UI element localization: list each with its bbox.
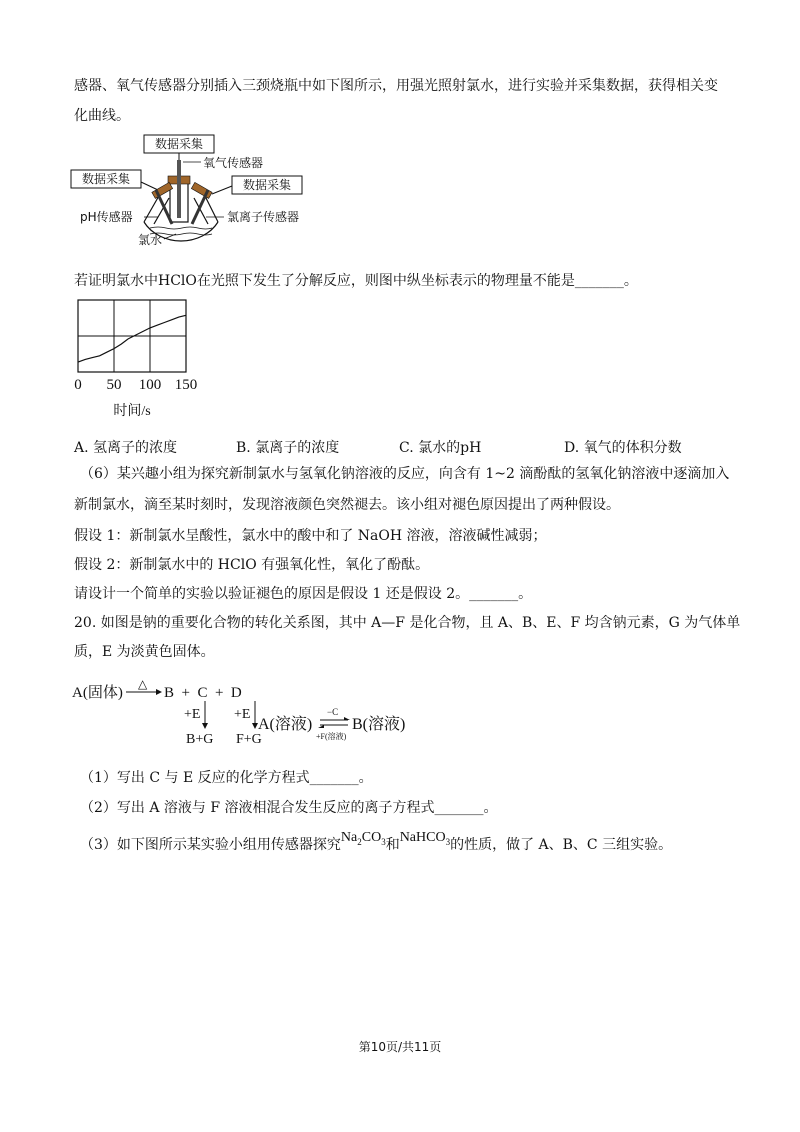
question-20-line: 20. 如图是钠的重要化合物的转化关系图，其中 A—F 是化合物，且 A、B、E、F 均含钠元素，G 为气体单 [74,615,741,631]
formula-na2co3: $Na_2CO_3$ [340,830,386,847]
x-tick-label: 100 [138,377,162,393]
question-6-line: （6）某兴趣小组为探究新制氯水与氢氧化钠溶液的反应，向含有 1~2 滴酚酞的氢氧化钠溶液中逐滴加入 [80,466,730,482]
scheme-b-solution: B(溶液) [352,716,406,733]
x-tick-labels [74,377,197,393]
data-box-left-label: 数据采集 [81,172,131,186]
x-tick-label: 50 [106,377,122,393]
plus-f-label: +F(溶液) [316,732,347,741]
x-tick-label: 0 [74,377,82,393]
x-tick-label: 150 [174,377,198,393]
option-a: A. 氢离子的浓度 [74,440,178,456]
chloride-sensor-label: 氯离子传感器 [227,210,300,224]
line-chart [66,296,216,420]
plus-e-right: +E [234,707,251,722]
data-box-top-label: 数据采集 [154,137,204,151]
result-f-g: F+G [236,732,262,747]
hypothesis-2: 假设 2：新制氯水中的 HClO 有强氧化性，氧化了酚酞。 [74,557,430,573]
x-axis-label: 时间/s [113,404,151,419]
apparatus-figure [66,130,326,256]
scheme-products: B + C + D [164,685,242,701]
hypothesis-1: 假设 1：新制氯水呈酸性，氯水中的酸中和了 NaOH 溶液，溶液碱性减弱； [74,528,547,544]
option-d: D. 氧气的体积分数 [564,440,682,456]
sub-question-1: （1）写出 C 与 E 反应的化学方程式_______。 [80,770,373,786]
stopper-right [191,182,212,198]
question-6-line: 新制氯水，滴至某时刻时，发现溶液颜色突然褪去。该小组对褪色原因提出了两种假设。 [74,497,620,513]
formula-nahco3: NaHCO$_3$ [399,830,451,847]
plus-e-left: +E [184,707,201,722]
scheme-a-solution: A(溶液) [258,716,313,733]
chart-grid [78,300,186,372]
design-experiment-prompt: 请设计一个简单的实验以验证褪色的原因是假设 1 还是假设 2。_______。 [74,586,533,602]
heat-symbol: △ [138,677,148,691]
ph-sensor-label: pH传感器 [80,210,133,224]
result-b-g: B+G [186,732,214,747]
data-box-right-label: 数据采集 [242,178,292,192]
data-series-line [78,315,186,362]
option-c: C. 氯水的pH [399,440,482,456]
page-footer: 第10页/共11页 [358,1040,442,1054]
option-b: B. 氯离子的浓度 [236,440,340,456]
paragraph-line: 感器、氧气传感器分别插入三颈烧瓶中如下图所示，用强光照射氯水，进行实验并采集数据，获得相关变 [74,78,718,94]
chlorine-water-label: 氯水 [138,233,163,247]
scheme-a-solid: A(固体) [72,685,123,701]
sub-question-2: （2）写出 A 溶液与 F 溶液相混合发生反应的离子方程式_______。 [80,800,498,816]
sub-question-3: （3）如下图所示某实验小组用传感器探究$Na_2CO_3$和NaHCO$_3$的性质，做了 A、B、C 三组实验。 [80,830,673,853]
minus-c-label: −C [327,707,339,717]
oxygen-sensor-label: 氧气传感器 [203,156,264,170]
oxygen-sensor-probe [177,160,181,218]
reaction-scheme [70,675,430,755]
paragraph-line: 化曲线。 [74,108,130,124]
question-20-line: 质，E 为淡黄色固体。 [74,644,215,660]
question-5-text: 若证明氯水中HClO在光照下发生了分解反应，则图中纵坐标表示的物理量不能是_______。 [74,273,638,289]
